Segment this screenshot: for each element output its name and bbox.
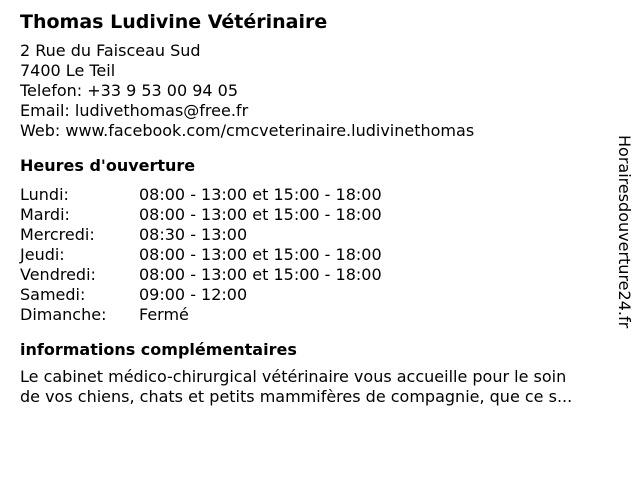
hours-row [20,285,616,305]
time-value: 08:00 - 13:00 et 15:00 - 18:00 [139,265,382,284]
time-value: 08:00 - 13:00 et 15:00 - 18:00 [139,185,382,204]
business-name: Thomas Ludivine Vétérinaire [20,11,328,33]
hours-row [20,265,616,285]
info-heading: informations complémentaires [20,340,297,359]
street-address: 2 Rue du Faisceau Sud [20,41,201,60]
day-label: Lundi: [20,185,69,204]
time-value: 08:30 - 13:00 [139,225,248,244]
hours-row [20,305,616,325]
day-label: Vendredi: [20,265,96,284]
info-line: de vos chiens, chats et petits mammifères de compagnie, que ce s... [20,387,573,406]
time-value: 08:00 - 13:00 et 15:00 - 18:00 [139,245,382,264]
day-label: Dimanche: [20,305,107,324]
info-text [20,367,616,407]
hours-heading: Heures d'ouverture [20,156,196,175]
hours-row [20,245,616,265]
day-label: Samedi: [20,285,86,304]
info-line: Le cabinet médico-chirurgical vétérinaire vous accueille pour le soin [20,367,567,386]
contact-block [20,41,616,141]
business-card [20,8,616,407]
website-link[interactable]: Web: www.facebook.com/cmcveterinaire.ludivinethomas [20,121,475,140]
hours-row [20,205,616,225]
time-value: 09:00 - 12:00 [139,285,248,304]
time-value: 08:00 - 13:00 et 15:00 - 18:00 [139,205,382,224]
day-label: Mercredi: [20,225,95,244]
site-watermark: Horairesdouverture24.fr [615,135,634,329]
hours-row [20,225,616,245]
day-label: Mardi: [20,205,70,224]
phone-number[interactable]: Telefon: +33 9 53 00 94 05 [20,81,239,100]
city-address: 7400 Le Teil [20,61,116,80]
time-value: Fermé [139,305,189,324]
email-address[interactable]: Email: ludivethomas@free.fr [20,101,249,120]
hours-row [20,185,616,205]
day-label: Jeudi: [20,245,65,264]
hours-table [20,185,616,325]
